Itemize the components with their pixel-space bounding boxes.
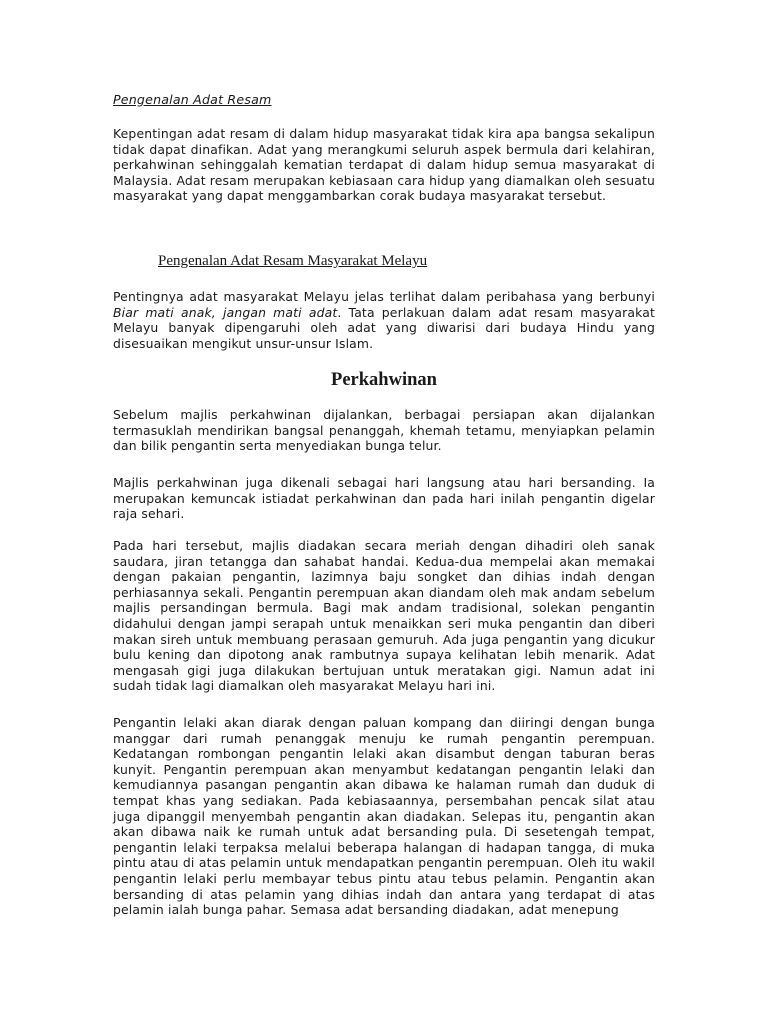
paragraph-perkahwinan-4: Pengantin lelaki akan diarak dengan paluan kompang dan diiringi dengan bunga manggar dari rumah penanggak menuju ke rumah pengantin perempuan. Kedatangan rombongan pengantin lelaki akan disambut dengan taburan beras kunyit. Pengantin perempuan akan menyambut kedatangan pengantin lelaki dan kemudiannya pasangan pengantin akan dibawa ke halaman rumah dan duduk di tempat khas yang sediakan. Pada kebiasaannya, persembahan pencak silat atau juga dipanggil menyembah pengantin akan diadakan. Selepas itu, pengantin akan akan dibawa naik ke rumah untuk adat bersanding pula. Di sesetengah tempat, pengantin lelaki terpaksa melalui beberapa halangan di hadapan tangga, di muka pintu atau di atas pelamin untuk mendapatkan pengantin perempuan. Oleh itu wakil pengantin lelaki perlu membayar tebus pintu atau tebus pelamin. Pengantin akan bersanding di atas pelamin yang dihias indah dan antara yang terdapat di atas pelamin ialah bunga pahar. Semasa adat bersanding diadakan, adat menepung — [113, 715, 655, 918]
paragraph-perkahwinan-3: Pada hari tersebut, majlis diadakan secara meriah dengan dihadiri oleh sanak saudara, jiran tetangga dan sahabat handai. Kedua-dua mempelai akan memakai dengan pakaian pengantin, lazimnya baju songket dan dihias indah dengan perhiasannya sekali. Pengantin perempuan akan diandam oleh mak andam sebelum majlis persandingan bermula. Bagi mak andam tradisional, solekan pengantin didahului dengan jampi serapah untuk menaikkan seri muka pengantin dan diberi makan sireh untuk membuang perasaan gemuruh. Ada juga pengantin yang dicukur bulu kening dan dipotong anak rambutnya supaya kelihatan lebih menarik. Adat mengasah gigi juga dilakukan bertujuan untuk meratakan gigi. Namun adat ini sudah tidak lagi diamalkan oleh masyarakat Melayu hari ini. — [113, 538, 655, 694]
heading-adat-resam-melayu: Pengenalan Adat Resam Masyarakat Melayu — [158, 253, 428, 269]
paragraph-perkahwinan-2: Majlis perkahwinan juga dikenali sebagai hari langsung atau hari bersanding. Ia merupakan kemuncak istiadat perkahwinan dan pada hari inilah pengantin digelar raja sehari. — [113, 475, 655, 522]
paragraph-intro: Kepentingan adat resam di dalam hidup masyarakat tidak kira apa bangsa sekalipun tidak dapat dinafikan. Adat yang merangkumi seluruh aspek bermula dari kelahiran, perkahwinan sehinggalah kematian terdapat di dalam hidup semua masyarakat di Malaysia. Adat resam merupakan kebiasaan cara hidup yang diamalkan oleh sesuatu masyarakat yang dapat menggambarkan corak budaya masyarakat tersebut. — [113, 126, 655, 204]
paragraph-melayu-before: Pentingnya adat masyarakat Melayu jelas terlihat dalam peribahasa yang berbunyi — [113, 289, 655, 304]
paragraph-melayu — [113, 289, 655, 351]
paragraph-melayu-after: . Tata perlakuan dalam adat resam masyarakat Melayu banyak dipengaruhi oleh adat yang diwarisi dari budaya Hindu yang disesuaikan mengikut unsur-unsur Islam. — [113, 304, 655, 351]
paragraph-perkahwinan-1: Sebelum majlis perkahwinan dijalankan, berbagai persiapan akan dijalankan termasuklah mendirikan bangsal penanggah, khemah tetamu, menyiapkan pelamin dan bilik pengantin serta menyediakan bunga telur. — [113, 407, 655, 454]
proverb-text: Biar mati anak, jangan mati adat — [113, 304, 338, 320]
heading-perkahwinan: Perkahwinan — [331, 370, 437, 390]
heading-pengenalan-adat-resam: Pengenalan Adat Resam — [113, 92, 272, 107]
